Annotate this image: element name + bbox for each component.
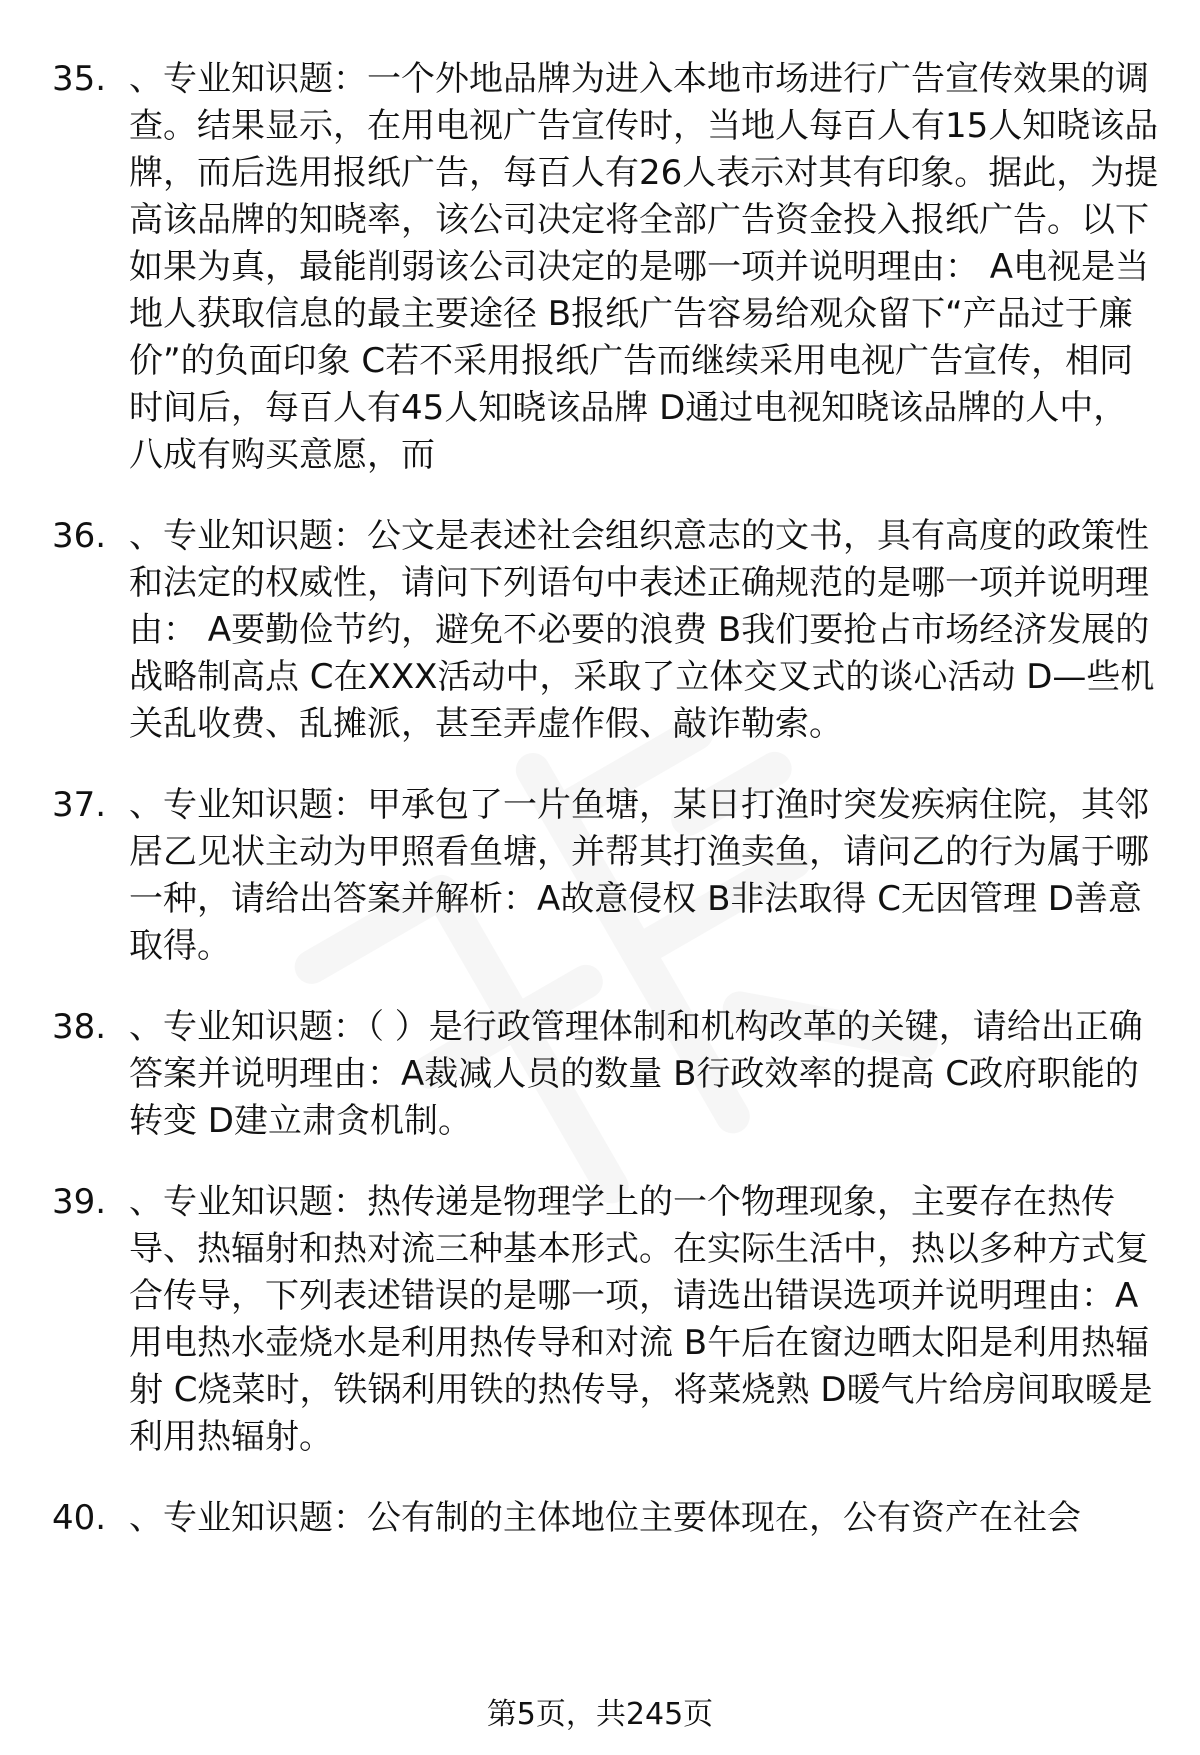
question-number: 38. <box>52 1007 107 1047</box>
question-text: 、专业知识题：一个外地品牌为进入本地市场进行广告宣传效果的调查。结果显示，在用电视广告宣传时，当地人每百人有15人知晓该品牌，而后选用报纸广告，每百人有26人表示对其有印象。据此，为提高该品牌的知晓率，该公司决定将全部广告资金投入报纸广告。以下如果为真，最能削弱该公司决定的是哪一项并说明理由： A电视是当地人获取信息的最主要途径 B报纸广告容易给观众留下“产品过于廉价”的负面印象 C若不采用报纸广告而继续采用电视广告宣传，相同时间后，每百人有45人知晓该品牌 D通过电视知晓该品牌的人中，八成有购买意愿，而 <box>129 59 1159 475</box>
question-item <box>52 1179 1162 1461</box>
question-text: 、专业知识题：公文是表述社会组织意志的文书，具有高度的政策性和法定的权威性，请问下列语句中表述正确规范的是哪一项并说明理由： A要勤俭节约，避免不必要的浪费 B我们要抢占市场经济发展的战略制高点 C在XXX活动中，采取了立体交叉式的谈心活动 D—些机关乱收费、乱摊派，甚至弄虚作假、敲诈勒索。 <box>129 516 1155 744</box>
question-item <box>52 782 1162 970</box>
question-item <box>52 1004 1162 1145</box>
question-text: 、专业知识题：（ ）是行政管理体制和机构改革的关键，请给出正确答案并说明理由：A裁减人员的数量 B行政效率的提高 C政府职能的转变 D建立肃贪机制。 <box>129 1007 1143 1141</box>
question-list <box>52 56 1162 1576</box>
question-item <box>52 56 1162 479</box>
question-text: 、专业知识题：热传递是物理学上的一个物理现象，主要存在热传导、热辐射和热对流三种基本形式。在实际生活中，热以多种方式复合传导，下列表述错误的是哪一项，请选出错误选项并说明理由：A用电热水壶烧水是利用热传导和对流 B午后在窗边晒太阳是利用热辐射 C烧菜时，铁锅利用铁的热传导，将菜烧熟 D暖气片给房间取暖是利用热辐射。 <box>129 1182 1153 1457</box>
question-item <box>52 513 1162 748</box>
page-footer: 第5页，共245页 <box>486 1697 714 1732</box>
question-number: 37. <box>52 785 107 825</box>
question-text: 、专业知识题：甲承包了一片鱼塘，某日打渔时突发疾病住院，其邻居乙见状主动为甲照看鱼塘，并帮其打渔卖鱼，请问乙的行为属于哪一种，请给出答案并解析：A故意侵权 B非法取得 C无因管理 D善意取得。 <box>129 785 1149 966</box>
question-number: 36. <box>52 516 107 556</box>
question-item <box>52 1495 1162 1542</box>
question-text: 、专业知识题：公有制的主体地位主要体现在，公有资产在社会 <box>129 1498 1081 1538</box>
question-number: 35. <box>52 59 107 99</box>
question-number: 39. <box>52 1182 107 1222</box>
question-number: 40. <box>52 1498 107 1538</box>
